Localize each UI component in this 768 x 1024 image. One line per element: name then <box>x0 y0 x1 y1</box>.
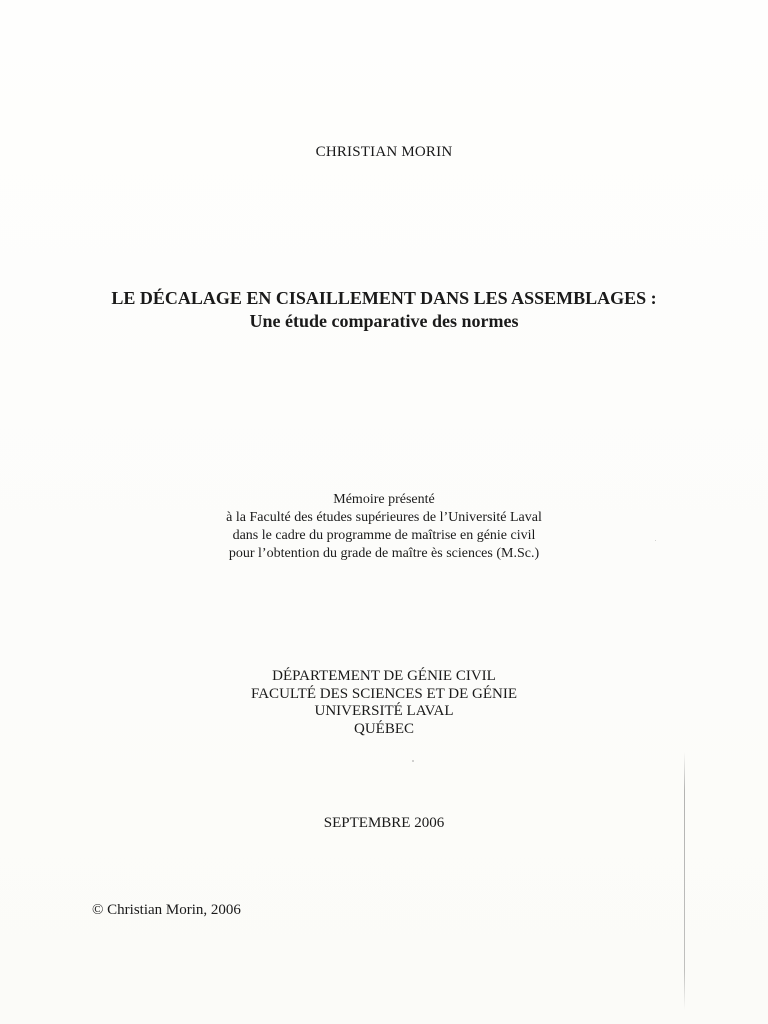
memoire-line: à la Faculté des études supérieures de l’Université Laval <box>226 510 542 525</box>
scan-edge-line <box>684 752 685 1010</box>
memoire-line: pour l’obtention du grade de maître ès sciences (M.Sc.) <box>228 546 540 561</box>
institution-line-university: UNIVERSITÉ LAVAL <box>314 703 454 719</box>
memoire-line: Mémoire présenté <box>333 492 435 507</box>
title-line-subtitle: Une étude comparative des normes <box>249 311 519 331</box>
institution-line-city: QUÉBEC <box>354 720 414 737</box>
date-line: SEPTEMBRE 2006 <box>323 815 445 831</box>
scan-speck <box>655 540 656 541</box>
memoire-line: dans le cadre du programme de maîtrise en génie civil <box>232 528 536 543</box>
thesis-title <box>0 287 768 333</box>
copyright-notice: © Christian Morin, 2006 <box>92 902 241 918</box>
memoire-statement <box>0 491 768 563</box>
author-name <box>0 144 768 161</box>
title-line-main: LE DÉCALAGE EN CISAILLEMENT DANS LES ASSEMBLAGES : <box>111 288 657 308</box>
institution-line-faculty: FACULTÉ DES SCIENCES ET DE GÉNIE <box>251 685 517 702</box>
institution-block <box>0 668 768 738</box>
scan-speck <box>412 760 414 762</box>
author-line: CHRISTIAN MORIN <box>315 144 453 160</box>
institution-line-department: DÉPARTEMENT DE GÉNIE CIVIL <box>272 668 496 684</box>
submission-date <box>0 815 768 832</box>
